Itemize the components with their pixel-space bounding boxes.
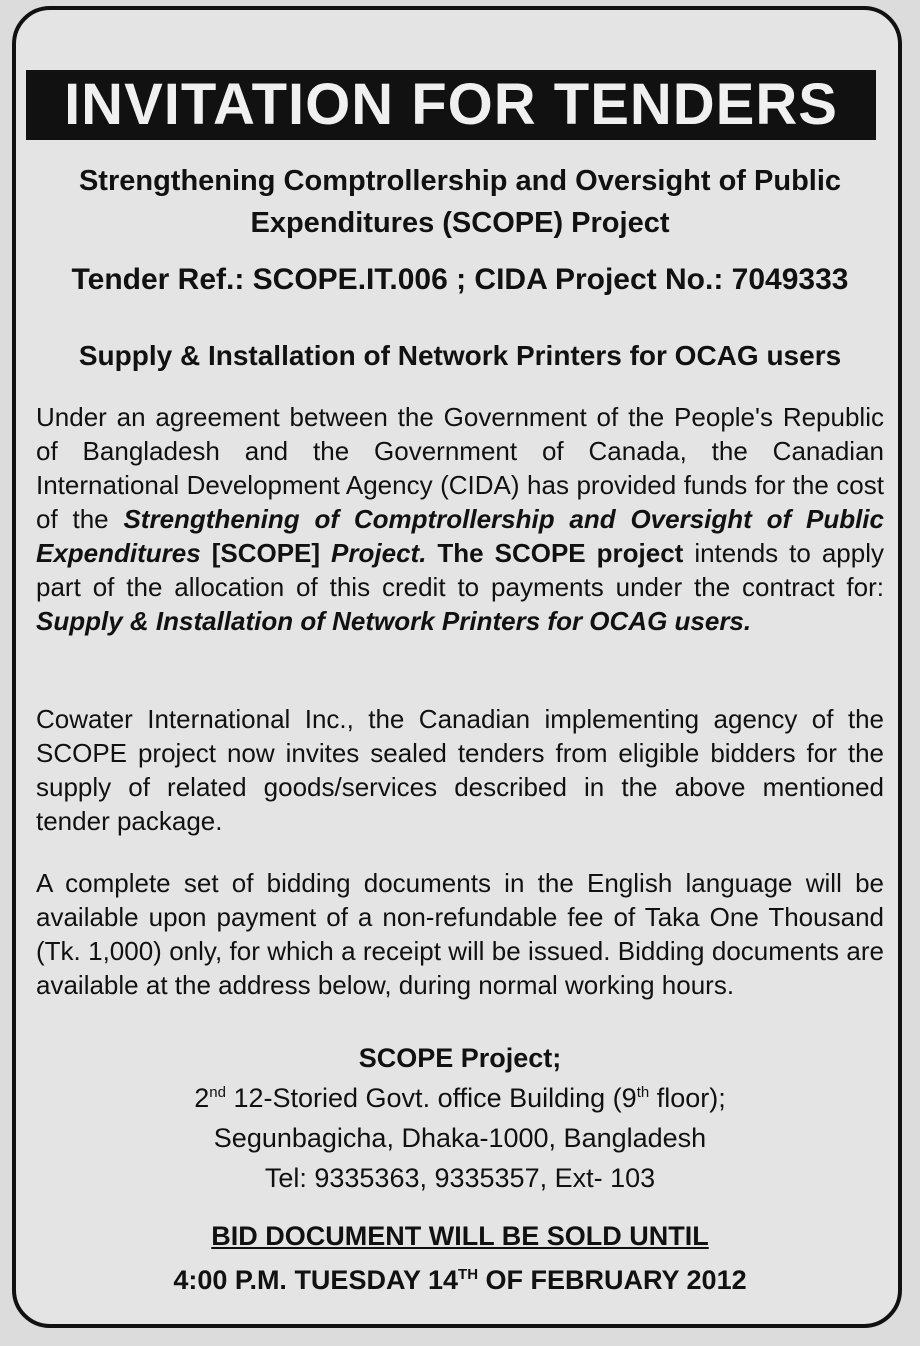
- address-floor: floor);: [649, 1083, 726, 1113]
- deadline-date-end: OF FEBRUARY 2012: [478, 1265, 747, 1295]
- tender-reference: Tender Ref.: SCOPE.IT.006 ; CIDA Project No.: 7049333: [71, 263, 849, 296]
- address-phone: Tel: 9335363, 9335357, Ext- 103: [264, 1163, 656, 1193]
- para1-scope-bracket: [SCOPE]: [200, 538, 332, 568]
- address-building: 12-Storied Govt. office Building (9: [225, 1083, 637, 1113]
- deadline-date-start: 4:00 P.M. TUESDAY 14: [173, 1265, 459, 1295]
- para1-text-1: Under an agreement between the Government of the People's Republic of Bangladesh and the Government of Canada, the Canadian International Development Agency (CIDA) has provided funds for the cost of the: [36, 402, 884, 534]
- invitation-paragraph: Cowater International Inc., the Canadian implementing agency of the SCOPE project now invites sealed tenders from eligible bidders for the supply of related goods/services described in the above mentioned tender package.: [36, 704, 884, 836]
- deadline-suffix: TH: [458, 1266, 479, 1283]
- deadline-line-2: [40, 1258, 880, 1302]
- address-suffix-nd: nd: [209, 1084, 226, 1101]
- address-line-2: Segunbagicha, Dhaka-1000, Bangladesh: [213, 1123, 707, 1153]
- notice-heading: INVITATION FOR TENDERS: [26, 70, 876, 140]
- para1-text-2: intends to apply part of the allocation of this credit to payments under the contract for:: [36, 538, 884, 602]
- sale-deadline: [40, 1214, 880, 1302]
- contact-address: [40, 1038, 880, 1198]
- para1-scope-project: The SCOPE project: [426, 538, 684, 568]
- project-title-line-2: Expenditures (SCOPE) Project: [250, 207, 670, 239]
- address-name: SCOPE Project;: [358, 1043, 562, 1073]
- agreement-paragraph: [36, 400, 884, 638]
- para1-project-name: Strengthening of Comptrollership and Oversight of Public Expenditures: [36, 504, 884, 568]
- para1-project-word: Project.: [331, 538, 427, 568]
- tender-subject: Supply & Installation of Network Printers for OCAG users: [78, 340, 842, 371]
- project-title: [40, 160, 880, 244]
- address-floor-number: 2: [194, 1083, 210, 1113]
- bidding-documents-paragraph: A complete set of bidding documents in the English language will be available upon payment of a non-refundable fee of Taka One Thousand (Tk. 1,000) only, for which a receipt will be issued. Bidding documents are available at the address below, during normal working hours.: [36, 868, 884, 1000]
- para1-contract-name: Supply & Installation of Network Printers for OCAG users.: [36, 606, 752, 636]
- deadline-line-1: BID DOCUMENT WILL BE SOLD UNTIL: [211, 1221, 709, 1251]
- project-title-line-1: Strengthening Comptrollership and Oversight of Public: [78, 165, 842, 197]
- address-line-1: [40, 1078, 880, 1118]
- address-suffix-th: th: [636, 1084, 650, 1101]
